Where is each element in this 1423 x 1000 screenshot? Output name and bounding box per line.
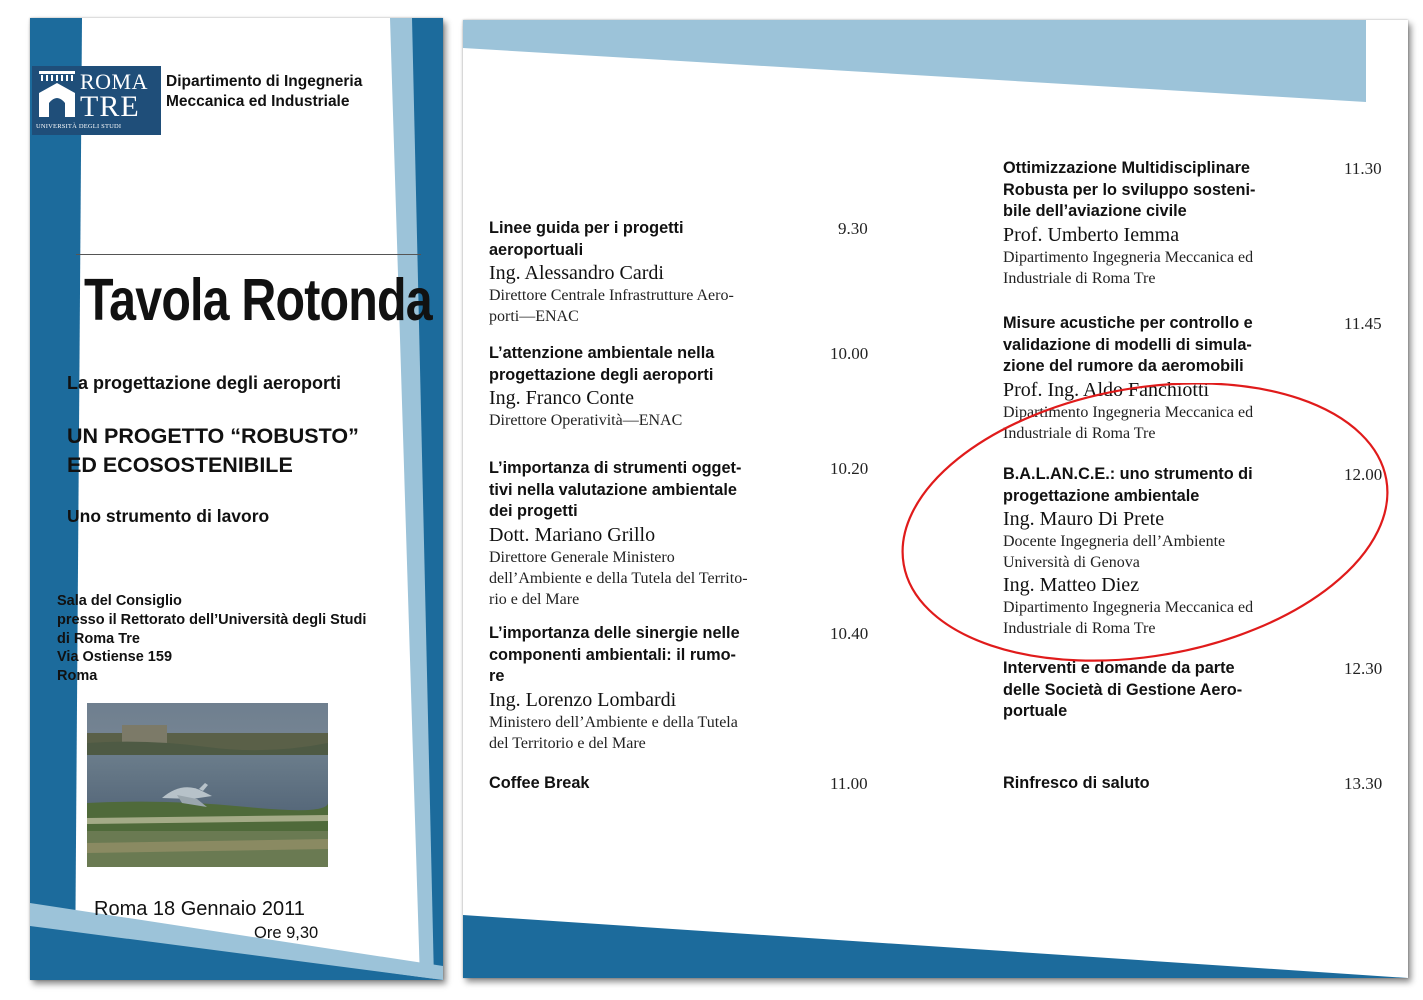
agenda-speaker-2-role: Dipartimento Ingegneria Meccanica ed Industriale di Roma Tre — [1003, 599, 1254, 637]
agenda-time: 12.00 — [1344, 465, 1383, 484]
agenda-speaker-role: Ministero dell’Ambiente e della Tutela del Territorio e del Mare — [489, 713, 738, 752]
agenda-item — [1003, 773, 1333, 795]
logo-tre-text: TRE — [80, 90, 140, 123]
department-name: Dipartimento di Ingegneria Meccanica ed Industriale — [166, 73, 363, 110]
venue-address: Sala del Consiglio presso il Rettorato dell’Università degli Studi di Roma Tre Via Ostiense 159 Roma — [57, 593, 367, 685]
brochure-cover-page — [30, 18, 443, 980]
agenda-item-title: L’attenzione ambientale nella progettazione degli aeroporti — [489, 344, 715, 384]
agenda-item — [489, 623, 869, 754]
divider — [76, 254, 421, 255]
event-title: Tavola Rotonda — [84, 267, 432, 333]
agenda-speaker: Prof. Ing. Aldo Fanchiotti — [1003, 378, 1210, 401]
agenda-item-title: Coffee Break — [489, 774, 590, 792]
agenda-item — [489, 218, 869, 327]
agenda-item-title: Rinfresco di saluto — [1003, 774, 1150, 792]
bottom-dark-band — [463, 915, 1408, 978]
agenda-time: 11.00 — [830, 774, 868, 793]
event-headline: UN PROGETTO “ROBUSTO” ED ECOSOSTENIBILE — [67, 424, 359, 477]
agenda-time: 10.00 — [830, 344, 869, 363]
left-dark-band — [30, 18, 82, 980]
roma-tre-logo — [32, 66, 161, 135]
agenda-item-title: L’importanza di strumenti ogget- tivi nella valutazione ambientale dei progetti — [489, 459, 742, 520]
event-time: Ore 9,30 — [254, 924, 319, 942]
agenda-speaker-2: Ing. Matteo Diez — [1003, 574, 1140, 596]
agenda-time: 12.30 — [1344, 659, 1383, 678]
agenda-time: 13.30 — [1344, 774, 1383, 793]
top-light-band — [463, 20, 1366, 102]
highlight-ellipse — [893, 383, 1423, 673]
agenda-item-title: Ottimizzazione Multidisciplinare Robusta per lo sviluppo sosteni- bile dell’aviazione civile — [1003, 159, 1256, 220]
logo-roma-text: ROMA — [80, 69, 149, 94]
agenda-item-title: B.A.L.AN.C.E.: uno strumento di progettazione ambientale — [1003, 465, 1253, 505]
agenda-speaker-role: Direttore Centrale Infrastrutture Aero- porti—ENAC — [489, 287, 734, 325]
agenda-speaker: Ing. Franco Conte — [489, 387, 634, 409]
event-date: Roma 18 Gennaio 2011 — [94, 898, 305, 920]
agenda-speaker: Ing. Lorenzo Lombardi — [489, 688, 677, 711]
heron-photo — [87, 703, 328, 867]
agenda-time: 11.30 — [1344, 159, 1382, 178]
agenda-speaker-role: Dipartimento Ingegneria Meccanica ed Industriale di Roma Tre — [1003, 403, 1254, 442]
agenda-item-title: Linee guida per i progetti aeroportuali — [489, 219, 684, 259]
agenda-item — [489, 773, 869, 795]
arch-icon — [37, 71, 77, 119]
logo-subtitle: UNIVERSITÀ DEGLI STUDI — [36, 123, 122, 130]
agenda-time: 10.40 — [830, 624, 869, 643]
agenda-speaker-role: Dipartimento Ingegneria Meccanica ed Industriale di Roma Tre — [1003, 248, 1254, 287]
agenda-item-title: L’importanza delle sinergie nelle componenti ambientali: il rumo- re — [489, 624, 740, 685]
agenda-time: 9.30 — [838, 219, 868, 238]
event-subtitle: La progettazione degli aeroporti — [67, 373, 342, 393]
agenda-speaker-role: Direttore Generale Ministero dell’Ambiente e della Tutela del Territo- rio e del Mare — [489, 548, 748, 608]
agenda-speaker: Ing. Mauro Di Prete — [1003, 508, 1165, 530]
agenda-speaker-role: Docente Ingegneria dell’Ambiente Università di Genova — [1003, 533, 1226, 571]
agenda-item-title: Interventi e domande da parte delle Società di Gestione Aero- portuale — [1003, 659, 1243, 720]
agenda-speaker: Prof. Umberto Iemma — [1003, 223, 1180, 246]
agenda-item-title: Misure acustiche per controllo e validazione di modelli di simula- zione del rumore da aeromobili — [1003, 314, 1253, 375]
agenda-time: 11.45 — [1344, 314, 1382, 333]
agenda-time: 10.20 — [830, 459, 869, 478]
event-tagline: Uno strumento di lavoro — [67, 506, 270, 526]
agenda-speaker: Ing. Alessandro Cardi — [489, 262, 664, 284]
agenda-item — [489, 458, 869, 610]
agenda-item — [489, 343, 869, 431]
agenda-item — [1003, 158, 1333, 289]
agenda-speaker: Dott. Mariano Grillo — [489, 523, 656, 546]
agenda-speaker-role: Direttore Operatività—ENAC — [489, 412, 683, 429]
